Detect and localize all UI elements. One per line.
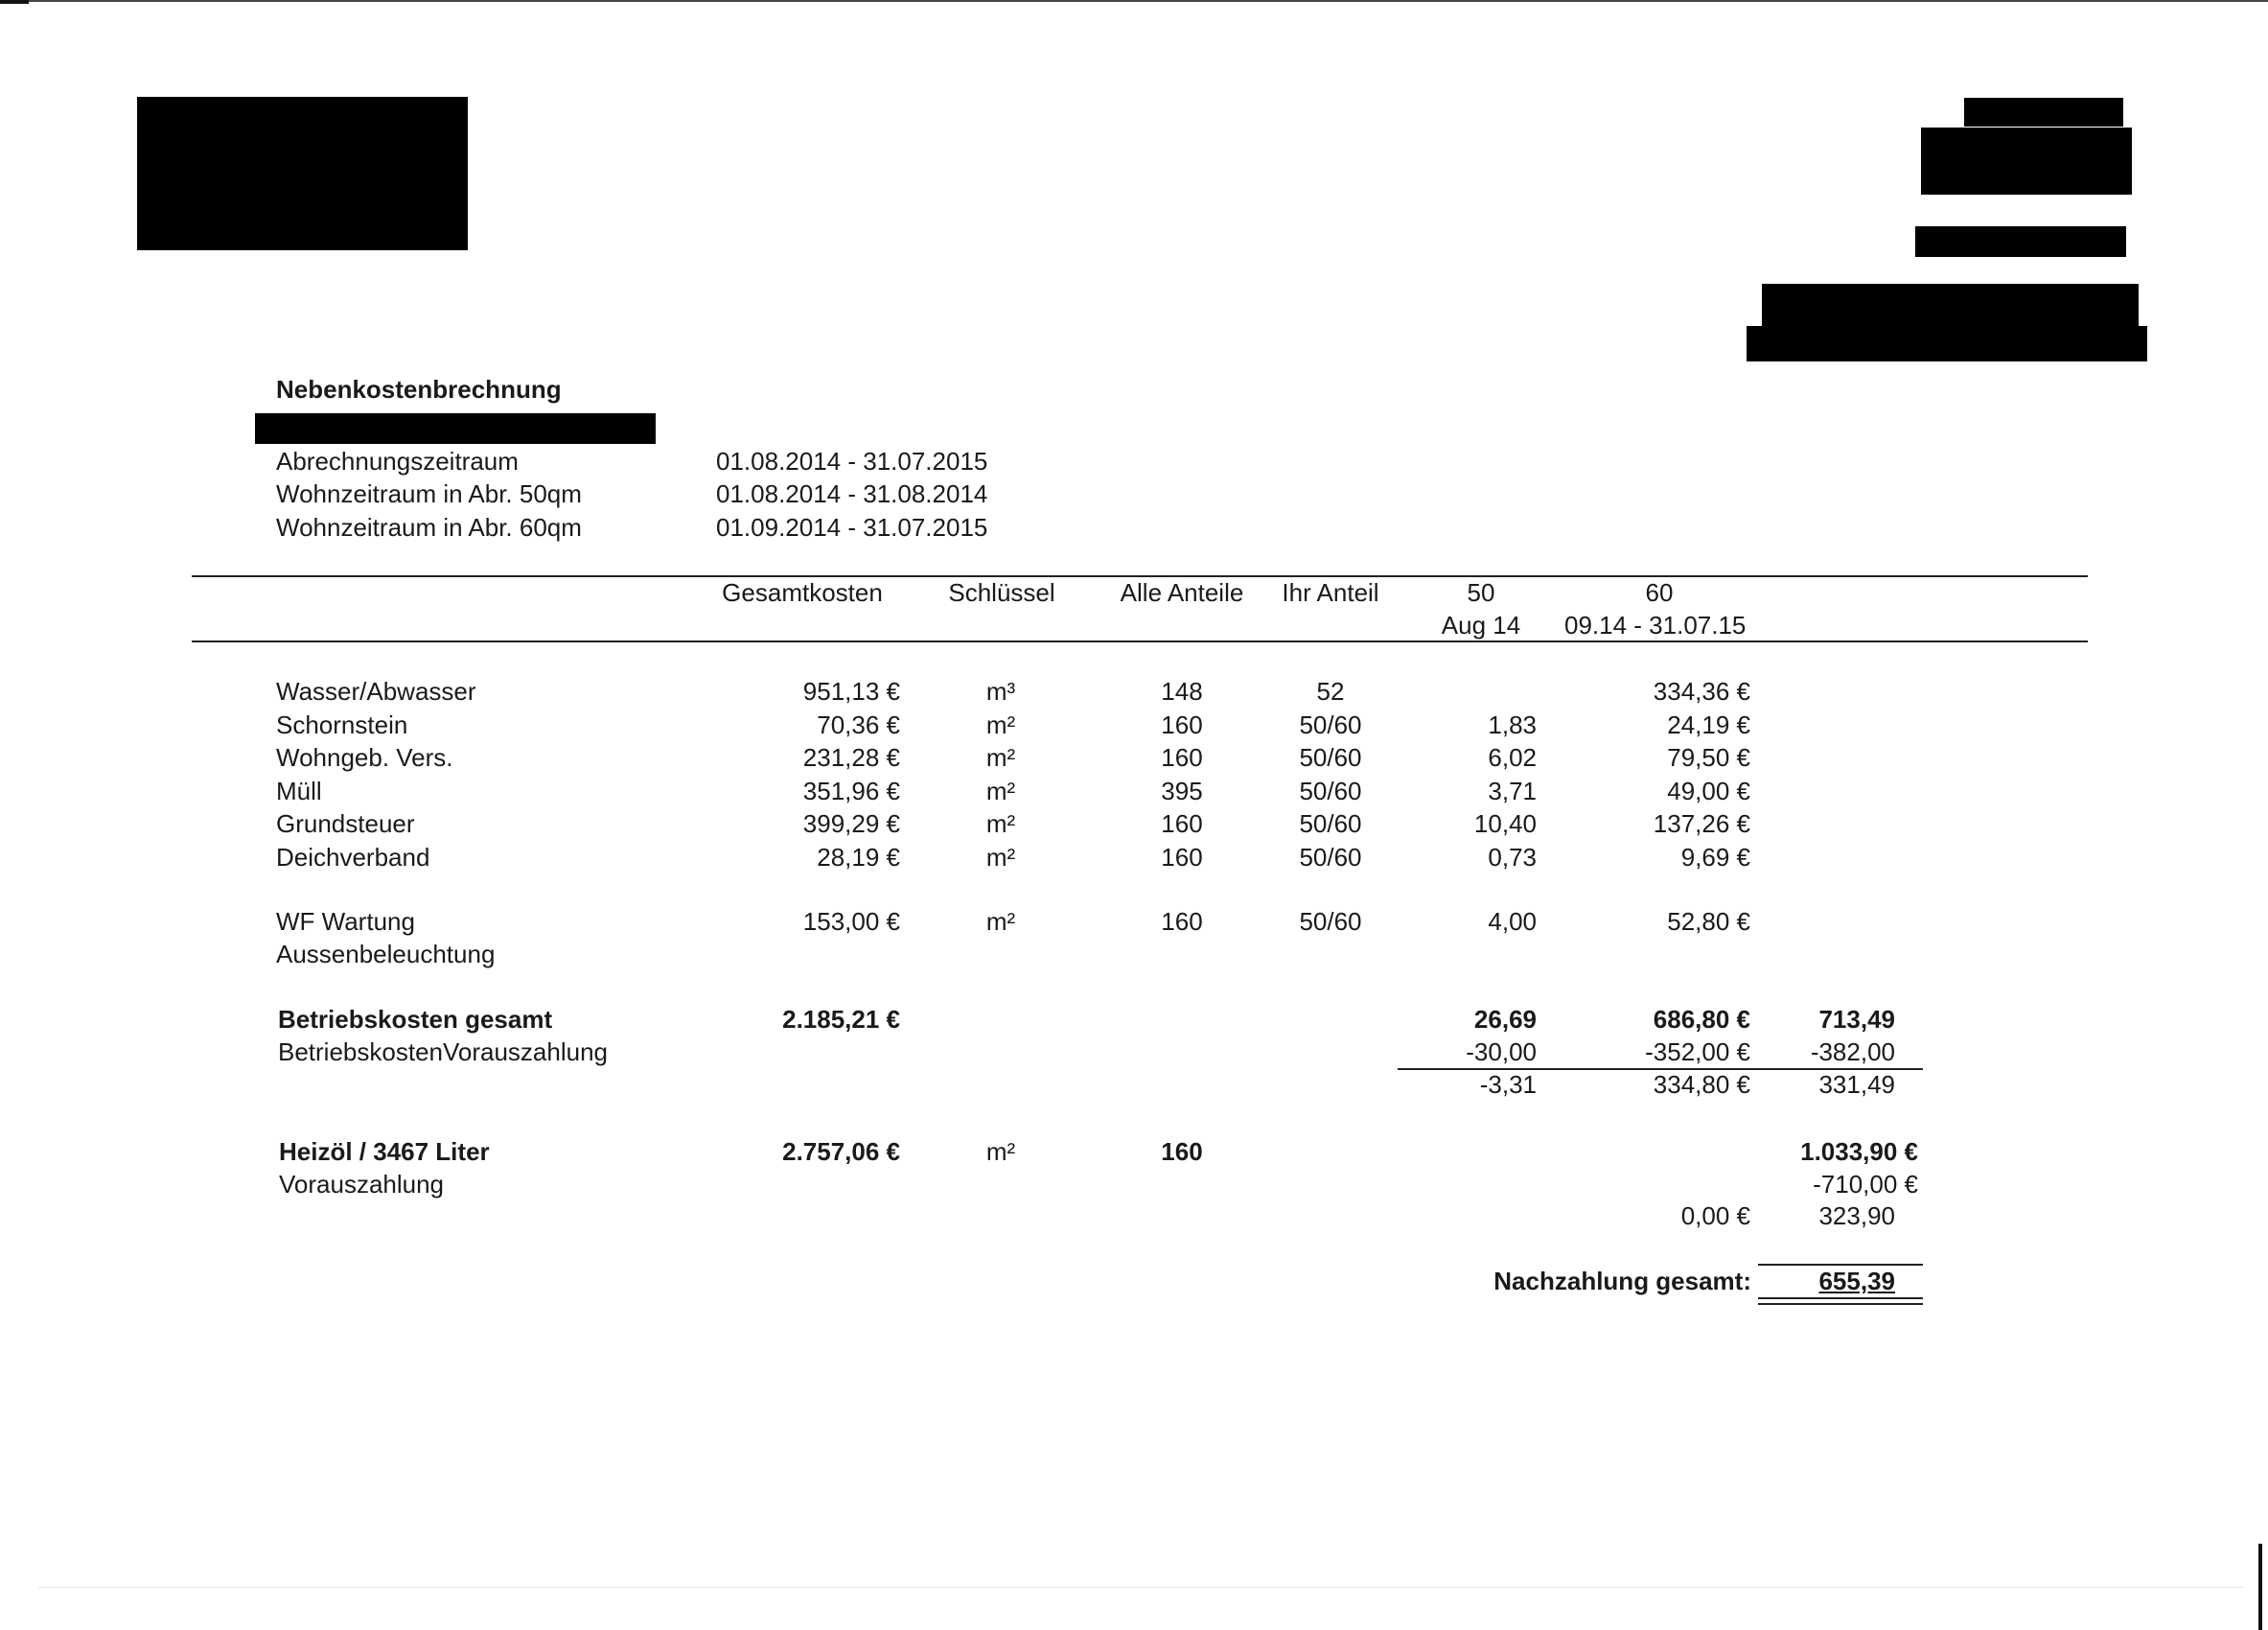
row-alle-anteile: 160 [1161,710,1203,739]
heizoel-difference-col60: 0,00 € [1680,1201,1750,1230]
betriebskosten-gesamt: 2.185,21 € [782,1005,900,1034]
vorauszahlung-label: BetriebskostenVorauszahlung [278,1037,609,1066]
row-alle-anteile: 148 [1161,677,1203,706]
heizoel-gesamtkosten: 2.757,06 € [782,1137,900,1166]
scan-corner-mark-right [2258,1544,2262,1630]
row-gesamtkosten: 351,96 € [802,777,900,805]
scan-corner-mark [0,0,29,4]
row-alle-anteile: 160 [1161,743,1203,772]
row-ihr-anteil: 50/60 [1299,710,1362,739]
vorauszahlung-col60: -352,00 € [1645,1037,1750,1066]
header-col60-sub: 09.14 - 31.07.15 [1564,611,1747,640]
row-gesamtkosten: 28,19 € [817,843,900,872]
difference-col50: -3,31 [1479,1070,1537,1099]
row-alle-anteile: 160 [1161,809,1203,838]
row-gesamtkosten: 399,29 € [802,809,900,838]
betriebskosten-total: 713,49 [1818,1005,1895,1034]
redaction-recipient-line-5 [1747,326,2147,361]
period-label: Wohnzeitraum in Abr. 50qm [276,479,582,508]
period-value: 01.08.2014 - 31.07.2015 [716,447,988,476]
row-label: Aussenbeleuchtung [276,940,496,968]
header-ihr-anteil: Ihr Anteil [1282,578,1379,607]
row-ihr-anteil: 50/60 [1299,907,1362,936]
heizoel-vorauszahlung-total: -710,00 € [1813,1170,1918,1199]
row-col60: 137,26 € [1653,809,1750,838]
heizoel-label: Heizöl / 3467 Liter [279,1137,490,1166]
row-label: Schornstein [276,710,408,739]
nachzahlung-double-rule-2 [1758,1303,1923,1305]
header-rule-bottom [192,640,2088,642]
header-alle-anteile: Alle Anteile [1120,578,1244,607]
heizoel-difference-total: 323,90 [1818,1201,1895,1230]
row-col60: 52,80 € [1667,907,1750,936]
row-gesamtkosten: 951,13 € [802,677,900,706]
heizoel-total: 1.033,90 € [1800,1137,1918,1166]
page-title: Nebenkostenbrechnung [276,375,562,404]
redaction-recipient-line-3 [1915,226,2126,257]
scan-bottom-edge [38,1587,2243,1588]
row-label: Müll [276,777,322,805]
redaction-recipient-line-4 [1762,284,2139,326]
betriebskosten-col50: 26,69 [1473,1005,1537,1034]
row-schluessel: m² [985,843,1016,872]
betriebskosten-label: Betriebskosten gesamt [278,1005,553,1034]
row-col50: 4,00 [1488,907,1537,936]
row-alle-anteile: 160 [1161,907,1203,936]
row-col60: 9,69 € [1680,843,1750,872]
header-rule-top [192,575,2088,577]
row-ihr-anteil: 50/60 [1299,777,1362,805]
header-col50: 50 [1467,578,1495,607]
difference-col60: 334,80 € [1653,1070,1750,1099]
row-alle-anteile: 395 [1161,777,1203,805]
vorauszahlung-col50: -30,00 [1466,1037,1537,1066]
row-col50: 3,71 [1488,777,1537,805]
betriebskosten-col60: 686,80 € [1653,1005,1750,1034]
row-ihr-anteil: 50/60 [1299,843,1362,872]
row-col60: 334,36 € [1653,677,1750,706]
header-gesamtkosten: Gesamtkosten [722,578,883,607]
row-col50: 6,02 [1488,743,1537,772]
row-ihr-anteil: 50/60 [1299,743,1362,772]
nachzahlung-total: 655,39 [1818,1267,1895,1295]
row-label: Deichverband [276,843,430,872]
row-gesamtkosten: 153,00 € [802,907,900,936]
nachzahlung-double-rule-1 [1758,1297,1923,1299]
row-label: WF Wartung [276,907,415,936]
row-label: Wasser/Abwasser [276,677,476,706]
period-label: Wohnzeitraum in Abr. 60qm [276,513,582,542]
row-col50: 1,83 [1488,710,1537,739]
period-label: Abrechnungszeitraum [276,447,519,476]
redaction-property-address [255,413,656,444]
row-gesamtkosten: 231,28 € [802,743,900,772]
header-schluessel: Schlüssel [948,578,1055,607]
vorauszahlung-total: -382,00 [1810,1037,1895,1066]
row-schluessel: m³ [985,677,1016,706]
row-alle-anteile: 160 [1161,843,1203,872]
row-ihr-anteil: 50/60 [1299,809,1362,838]
row-col60: 79,50 € [1667,743,1750,772]
period-value: 01.09.2014 - 31.07.2015 [716,513,988,542]
heizoel-alle-anteile: 160 [1161,1137,1203,1166]
row-schluessel: m² [985,710,1016,739]
row-col50: 10,40 [1473,809,1537,838]
header-col60: 60 [1645,578,1674,607]
row-label: Grundsteuer [276,809,415,838]
row-col60: 49,00 € [1667,777,1750,805]
row-schluessel: m² [985,907,1016,936]
row-schluessel: m² [985,743,1016,772]
heizoel-schluessel: m² [985,1137,1016,1166]
heizoel-vorauszahlung-label: Vorauszahlung [279,1170,445,1199]
row-schluessel: m² [985,809,1016,838]
row-ihr-anteil: 52 [1316,677,1345,706]
row-col60: 24,19 € [1667,710,1750,739]
row-schluessel: m² [985,777,1016,805]
redaction-recipient-line-1 [1964,98,2123,127]
difference-total: 331,49 [1818,1070,1895,1099]
row-label: Wohngeb. Vers. [276,743,453,772]
redaction-recipient-line-2 [1921,128,2132,195]
nachzahlung-rule-top [1758,1264,1923,1266]
row-gesamtkosten: 70,36 € [817,710,900,739]
nachzahlung-label: Nachzahlung gesamt: [1493,1267,1751,1295]
header-col50-sub: Aug 14 [1441,611,1521,640]
row-col50: 0,73 [1488,843,1537,872]
redaction-sender-block [137,97,468,250]
period-value: 01.08.2014 - 31.08.2014 [716,479,988,508]
scan-top-edge [0,0,2268,2]
